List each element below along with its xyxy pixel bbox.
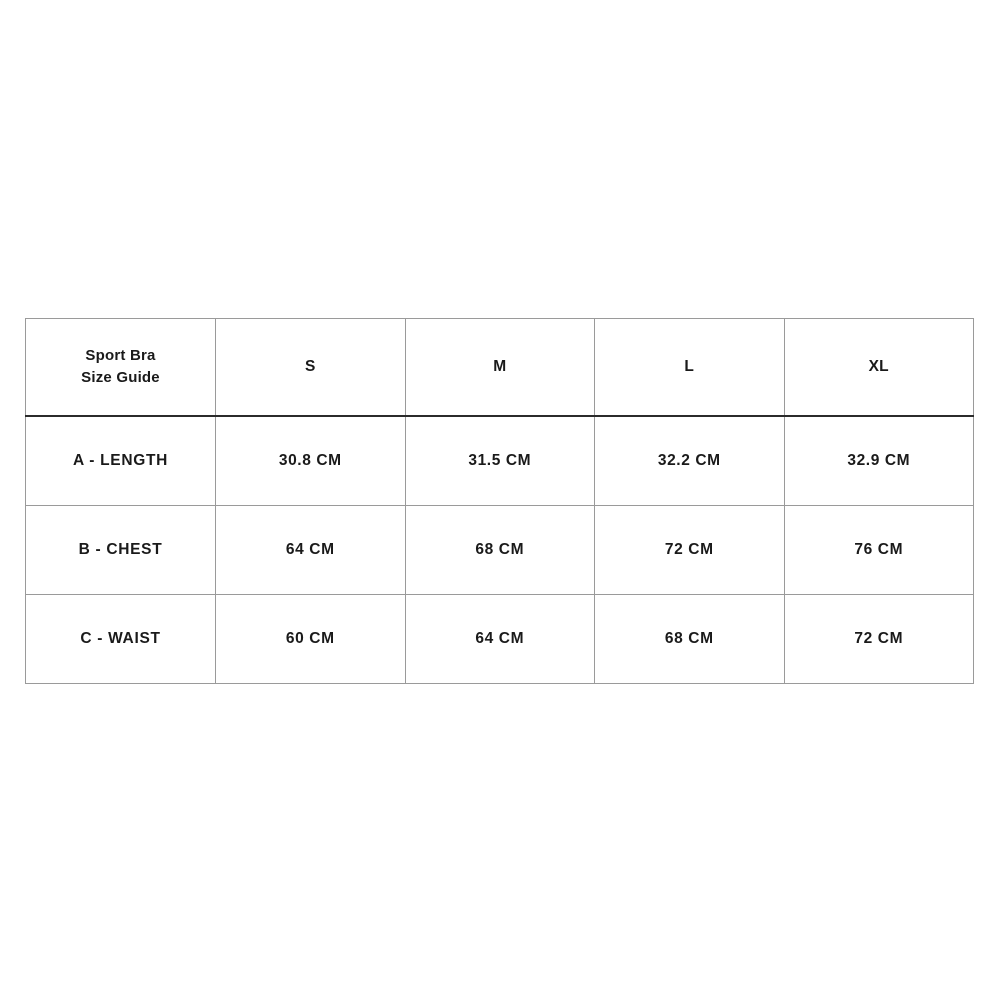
cell-waist-m: 64 CM <box>405 595 595 684</box>
table-row <box>26 506 974 595</box>
cell-chest-l: 72 CM <box>595 506 785 595</box>
cell-chest-s: 64 CM <box>216 506 406 595</box>
cell-length-xl: 32.9 CM <box>784 416 974 506</box>
cell-waist-s: 60 CM <box>216 595 406 684</box>
column-header-m: M <box>405 319 595 417</box>
row-label-waist: C - WAIST <box>26 595 216 684</box>
table-title-line-2: Size Guide <box>81 369 160 386</box>
cell-waist-xl: 72 CM <box>784 595 974 684</box>
size-guide-table <box>25 318 974 684</box>
table-title-cell <box>26 319 216 417</box>
column-header-s: S <box>216 319 406 417</box>
cell-chest-xl: 76 CM <box>784 506 974 595</box>
cell-length-m: 31.5 CM <box>405 416 595 506</box>
table-title-line-1: Sport Bra <box>85 347 156 365</box>
table-header-row <box>26 319 974 417</box>
cell-waist-l: 68 CM <box>595 595 785 684</box>
table-row <box>26 416 974 506</box>
row-label-chest: B - CHEST <box>26 506 216 595</box>
row-label-length: A - LENGTH <box>26 416 216 506</box>
cell-length-l: 32.2 CM <box>595 416 785 506</box>
table-row <box>26 595 974 684</box>
cell-chest-m: 68 CM <box>405 506 595 595</box>
size-guide-sheet <box>25 318 973 684</box>
column-header-l: L <box>595 319 785 417</box>
column-header-xl: XL <box>784 319 974 417</box>
cell-length-s: 30.8 CM <box>216 416 406 506</box>
